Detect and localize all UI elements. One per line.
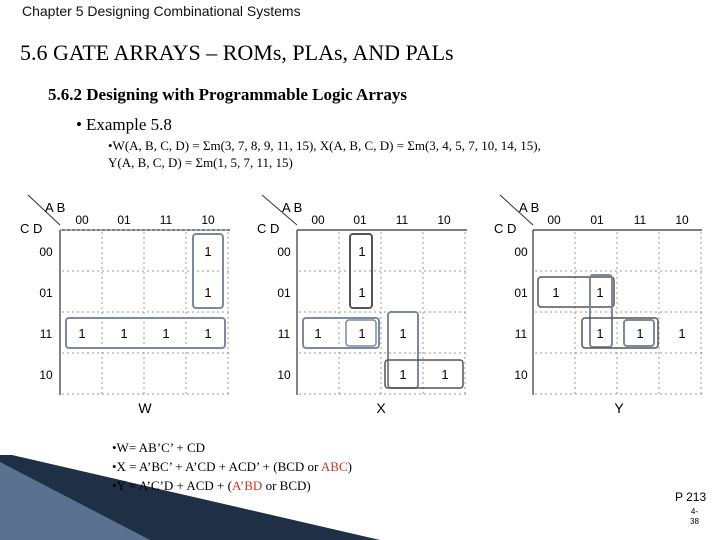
- example-label: Example 5.8: [85, 115, 172, 134]
- kmap-x-row-10: 10: [277, 368, 291, 382]
- kmap-w-row-10: 10: [39, 368, 53, 382]
- kmap-x-cell-one: 1: [358, 285, 366, 300]
- equation-x-end: ): [347, 459, 352, 474]
- kmap-x-cell-one: 1: [358, 244, 366, 259]
- slide-number-bottom: 38: [690, 517, 699, 526]
- equation-w: •W= AB’C’ + CD: [112, 440, 205, 455]
- kmap-y-cd-label: C D: [494, 221, 517, 236]
- kmap-y-name: Y: [614, 400, 624, 416]
- kmap-x-cd-label: C D: [257, 221, 280, 236]
- chapter-header: Chapter 5 Designing Combinational Systems: [22, 3, 301, 19]
- kmap-y-col-10: 10: [675, 213, 689, 227]
- kmap-w-row-01: 01: [39, 286, 53, 300]
- kmap-x-col-00: 00: [311, 213, 325, 227]
- kmap-y-cell-one: 1: [596, 326, 604, 341]
- kmap-y-row-01: 01: [514, 286, 528, 300]
- equation-x: [112, 459, 352, 475]
- kmap-w-col-10: 10: [201, 213, 215, 227]
- kmap-y-col-11: 11: [633, 213, 647, 227]
- slide-title: 5.6 GATE ARRAYS – ROMs, PLAs, AND PALs: [20, 40, 454, 65]
- kmap-w-col-11: 11: [159, 213, 173, 227]
- kmap-x-ab-label: A B: [282, 200, 303, 215]
- equation-x-highlight: ABC: [320, 459, 348, 474]
- function-definition-line-2: Y(A, B, C, D) = Σm(1, 5, 7, 11, 15): [108, 155, 293, 170]
- kmap-x-col-11: 11: [395, 213, 409, 227]
- equation-y-highlight: A’BD: [231, 478, 263, 493]
- equation-y: [112, 478, 311, 494]
- kmap-y-row-11: 11: [514, 327, 528, 341]
- kmap-w-cell-one: 1: [204, 244, 212, 259]
- kmap-x-row-01: 01: [277, 286, 291, 300]
- kmap-x-cell-one: 1: [314, 326, 322, 341]
- page-reference: P 213: [675, 490, 707, 504]
- kmap-y-cell-one: 1: [678, 326, 686, 341]
- kmap-w-cell-one: 1: [204, 285, 212, 300]
- kmap-w-row-00: 00: [39, 245, 53, 259]
- kmap-x-cell-one: 1: [399, 326, 407, 341]
- kmap-w-ab-label: A B: [45, 200, 66, 215]
- kmap-w-cell-one: 1: [120, 326, 128, 341]
- kmap-x-cell-one: 1: [399, 367, 407, 382]
- kmap-y-row-10: 10: [514, 368, 528, 382]
- slide-number: [690, 507, 699, 527]
- kmap-y-cell-one: 1: [596, 285, 604, 300]
- kmap-y-cell-one: 1: [552, 285, 560, 300]
- kmap-w-col-01: 01: [117, 213, 131, 227]
- kmap-w-row-11: 11: [39, 327, 53, 341]
- equation-x-main: •X = A’BC’ + A’CD + ACD’ + (BCD or: [112, 459, 321, 474]
- section-subtitle: 5.6.2 Designing with Programmable Logic Arrays: [48, 85, 408, 104]
- kmap-y-row-00: 00: [514, 245, 528, 259]
- equation-y-main: •Y = A’C’D + ACD + (: [112, 478, 232, 493]
- kmap-w-cell-one: 1: [78, 326, 86, 341]
- kmap-w-cell-one: 1: [162, 326, 170, 341]
- equation-y-end: or BCD): [262, 478, 311, 493]
- slide-number-top: 4-: [690, 507, 699, 516]
- kmap-x-name: X: [376, 400, 386, 416]
- kmap-y-col-01: 01: [590, 213, 604, 227]
- kmap-x-cell-one: 1: [441, 367, 449, 382]
- kmap-y-ab-label: A B: [519, 200, 540, 215]
- function-definition-line-1: •W(A, B, C, D) = Σm(3, 7, 8, 9, 11, 15), X(A, B, C, D) = Σm(3, 4, 5, 7, 10, 14, 15),: [108, 138, 541, 153]
- kmap-w-name: W: [138, 400, 152, 416]
- kmap-w-col-00: 00: [75, 213, 89, 227]
- kmap-y-col-00: 00: [547, 213, 561, 227]
- kmap-x-row-00: 00: [277, 245, 291, 259]
- kmap-x-col-01: 01: [353, 213, 367, 227]
- kmap-w-cell-one: 1: [204, 326, 212, 341]
- kmap-y-cell-one: 1: [636, 326, 644, 341]
- kmap-x-cell-one: 1: [358, 326, 366, 341]
- bullet: •: [76, 115, 82, 134]
- kmap-x-col-10: 10: [437, 213, 451, 227]
- kmap-x-row-11: 11: [277, 327, 291, 341]
- kmap-w-cd-label: C D: [20, 221, 43, 236]
